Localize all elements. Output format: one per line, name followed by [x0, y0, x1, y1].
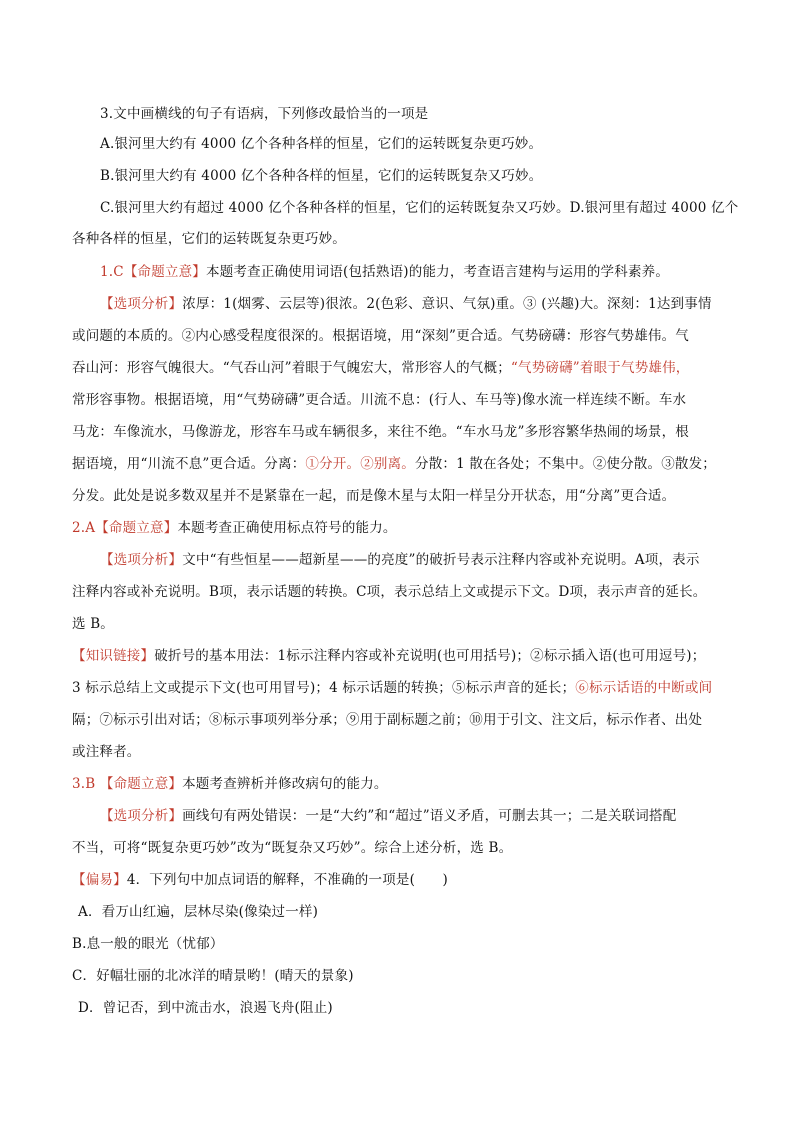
answer-3-number: 3.B — [72, 776, 96, 792]
answer-3-intent-tag: 【命题立意】 — [99, 776, 183, 792]
question-3-option-a: A.银河里大约有 4000 亿个各种各样的恒星，它们的运转既复杂更巧妙。 — [100, 136, 543, 152]
answer-1-analysis-line3 — [72, 358, 690, 378]
answer-2-analysis-tag: 【选项分析】 — [100, 552, 183, 568]
answer-2-analysis-line1 — [100, 550, 700, 570]
answer-1-analysis-line6b: ①分开。②别离。 — [305, 456, 416, 472]
answer-3-analysis-line2: 不当，可将“既复杂更巧妙”改为“既复杂又巧妙”。综合上述分析，选 B。 — [72, 840, 513, 856]
question-4-option-c: C．好幅壮丽的北冰洋的晴景哟！(晴天的景象) — [72, 968, 354, 984]
question-4-option-a: A．看万山红遍，层林尽染(像染过一样) — [78, 904, 319, 920]
answer-1-analysis-line5: 马龙：车像流水，马像游龙，形容车马或车辆很多，来往不绝。“车水马龙”多形容繁华热闹的场景，根 — [72, 424, 690, 440]
answer-1-analysis-line3b: “气势磅礴”着眼于气势雄伟， — [510, 360, 690, 376]
answer-1-analysis-tag: 【选项分析】 — [100, 296, 183, 312]
answer-1-number: 1.C — [100, 264, 124, 280]
answer-3-analysis-text1: 画线句有两处错误：一是“大约”和“超过”语义矛盾，可删去其一；二是关联词搭配 — [182, 808, 677, 824]
answer-1-intent-text: 本题考查正确使用词语(包括熟语)的能力，考查语言建构与运用的学科素养。 — [206, 264, 670, 280]
answer-2-intent-text: 本题考查正确使用标点符号的能力。 — [177, 520, 397, 536]
answer-2-knowledge-line1 — [72, 646, 705, 666]
answer-2-analysis-line2: 注释内容或补充说明。B项，表示话题的转换。C项，表示总结上文或提示下文。D项，表示声音的延长。 — [72, 584, 707, 600]
question-4-difficulty-tag: 【偏易】 — [72, 872, 127, 888]
question-4-stem-line — [72, 870, 448, 890]
answer-2-heading — [72, 518, 397, 538]
answer-1-analysis-text1: 浓厚：1(烟雾、云层等)很浓。2(色彩、意识、气氛)重。③ (兴趣)大。深刻：1达到事情 — [182, 296, 712, 312]
answer-1-intent-tag: 【命题立意】 — [123, 264, 207, 280]
answer-3-intent-text: 本题考查辨析并修改病句的能力。 — [182, 776, 388, 792]
answer-2-knowledge-line3: 隔；⑦标示引出对话；⑧标示事项列举分承；⑨用于副标题之前；⑩用于引文、注文后，标示作者、出处 — [72, 712, 703, 728]
question-3-option-b: B.银河里大约有 4000 亿个各种各样的恒星，它们的运转既复杂又巧妙。 — [100, 168, 543, 184]
answer-1-analysis-line3a: 吞山河：形容气魄很大。“气吞山河”着眼于气魄宏大，常形容人的气概； — [72, 360, 511, 376]
answer-1-analysis-line6c: 分散：1 散在各处；不集中。②使分散。③散发； — [415, 456, 716, 472]
answer-3-analysis-tag: 【选项分析】 — [100, 808, 183, 824]
answer-2-knowledge-line2b: ⑥标示话语的中断或间 — [575, 680, 713, 696]
answer-2-knowledge-text1: 破折号的基本用法：1标示注释内容或补充说明(也可用括号)；②标示插入语(也可用逗号)； — [154, 648, 706, 664]
answer-2-number: 2.A — [72, 520, 96, 536]
answer-2-analysis-line3: 选 B。 — [72, 616, 115, 632]
answer-2-intent-tag: 【命题立意】 — [95, 520, 178, 536]
question-4-stem: 4．下列句中加点词语的解释，不准确的一项是( ) — [126, 872, 448, 888]
answer-2-knowledge-line2 — [72, 678, 712, 698]
answer-1-analysis-line4: 常形容事物。根据语境，用“气势磅礴”更合适。川流不息：(行人、车马等)像水流一样连续不断。车水 — [72, 392, 687, 408]
answer-2-knowledge-tag: 【知识链接】 — [72, 648, 155, 664]
answer-2-knowledge-line2a: 3 标示总结上文或提示下文(也可用冒号)；4 标示话题的转换；⑤标示声音的延长； — [72, 680, 576, 696]
question-4-option-b: B.息一般的眼光（忧郁） — [72, 936, 224, 952]
answer-1-analysis-line1 — [100, 294, 712, 314]
answer-2-analysis-text1: 文中“有些恒星——超新星——的亮度”的破折号表示注释内容或补充说明。A项，表示 — [182, 552, 700, 568]
answer-3-analysis-line1 — [100, 806, 676, 826]
answer-1-analysis-line2: 或问题的本质的。②内心感受程度很深的。根据语境，用“深刻”更合适。气势磅礴：形容气势雄伟。气 — [72, 328, 690, 344]
answer-2-knowledge-line4: 或注释者。 — [72, 744, 141, 760]
question-4-option-d: D．曾记否，到中流击水，浪遏飞舟(阻止) — [78, 1000, 333, 1016]
answer-3-heading — [72, 774, 388, 794]
answer-1-heading — [100, 262, 669, 282]
answer-1-analysis-line7: 分发。此处是说多数双星并不是紧靠在一起，而是像木星与太阳一样呈分开状态，用“分离”更合适。 — [72, 488, 676, 504]
answer-1-analysis-line6 — [72, 454, 716, 474]
answer-1-analysis-line6a: 据语境，用“川流不息”更合适。分离： — [72, 456, 306, 472]
question-3-stem: 3.文中画横线的句子有语病，下列修改最恰当的一项是 — [100, 106, 429, 122]
question-3-option-cd-line1: C.银河里大约有超过 4000 亿个各种各样的恒星，它们的运转既复杂又巧妙。D.银河里有超过 4000 亿个 — [100, 200, 739, 216]
question-3-option-cd-line2: 各种各样的恒星，它们的运转既复杂更巧妙。 — [72, 231, 346, 247]
